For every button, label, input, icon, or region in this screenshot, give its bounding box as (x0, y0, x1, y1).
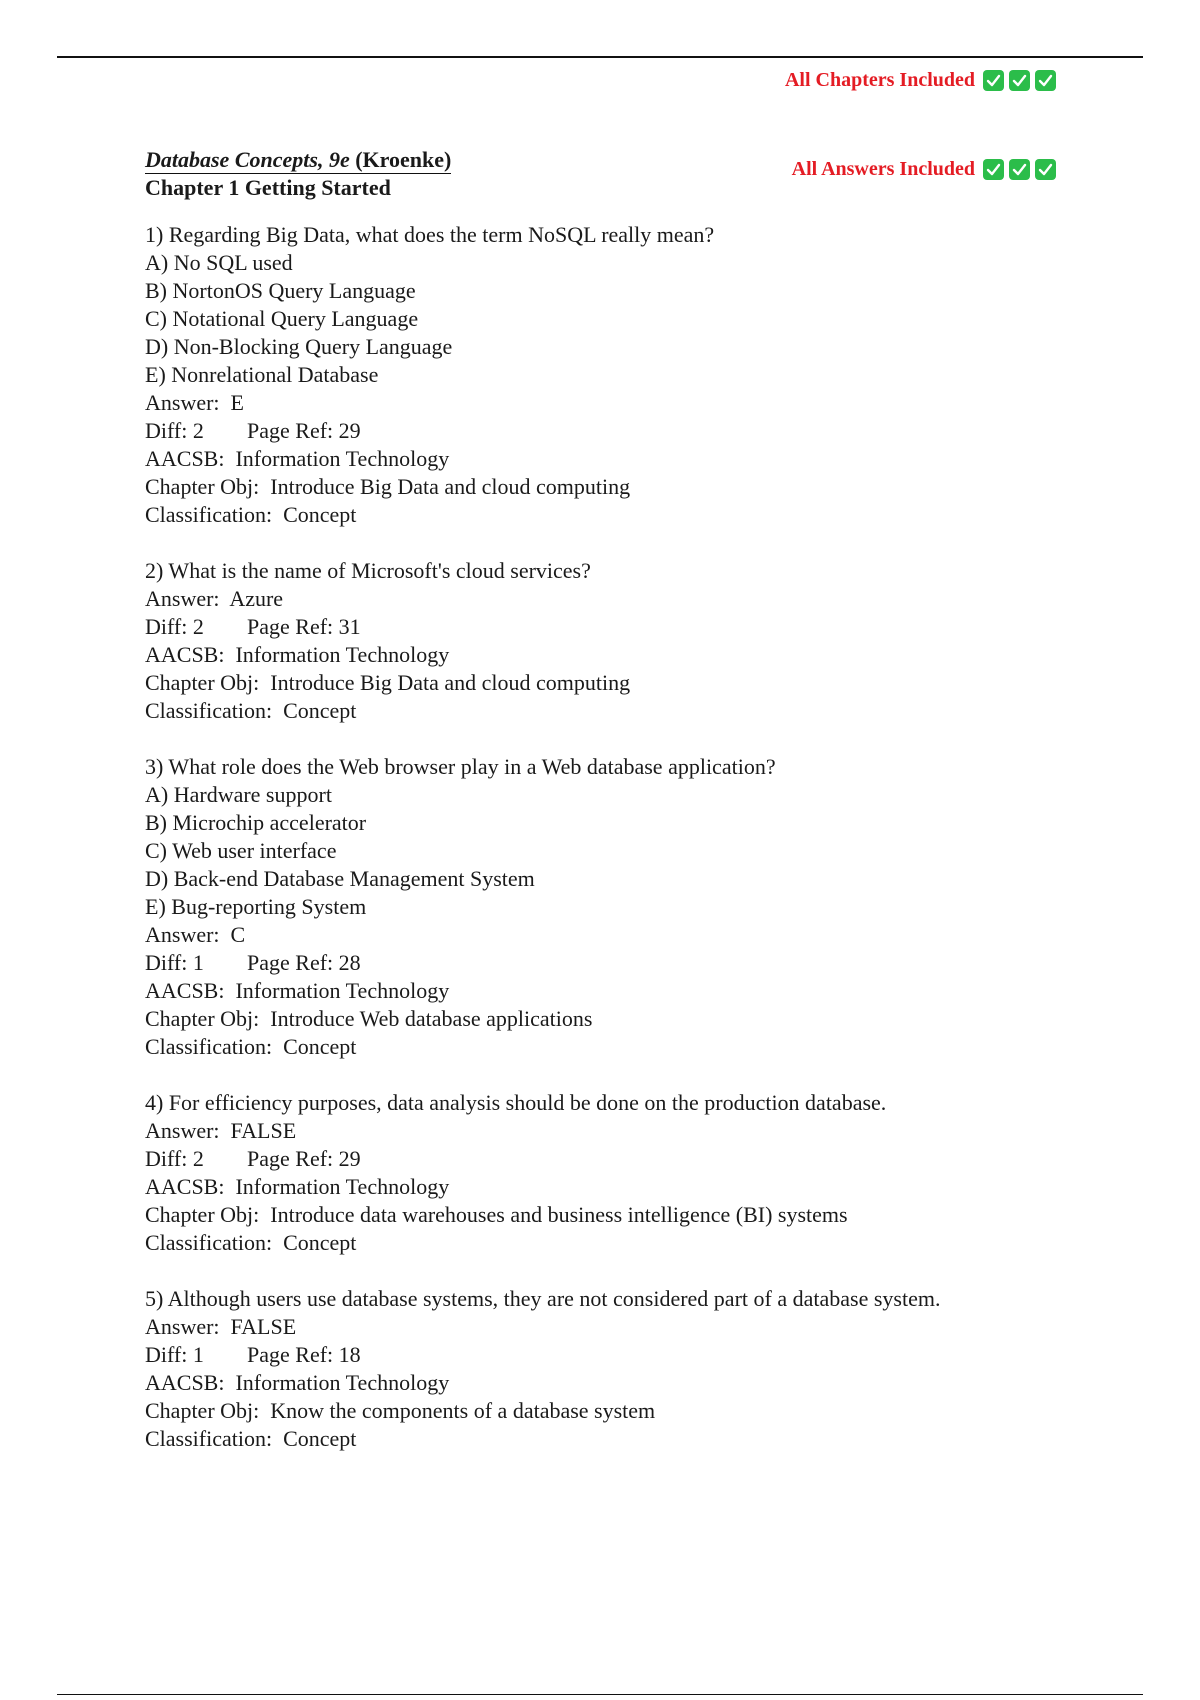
classification-line: Classification: Concept (145, 698, 357, 723)
classification-line: Classification: Concept (145, 1230, 357, 1255)
difficulty: Diff: 2 (145, 418, 204, 443)
bottom-rule (57, 1694, 1143, 1695)
difficulty-row (145, 949, 1095, 977)
chapter-objective: Chapter Obj: Know the components of a database system (145, 1398, 656, 1423)
check-icon (983, 70, 1004, 91)
question-list (145, 221, 1095, 1453)
answer-line: Answer: E (145, 390, 244, 415)
difficulty-row (145, 1341, 1095, 1369)
question-prompt: 4) For efficiency purposes, data analysis should be done on the production database. (145, 1090, 887, 1115)
answers-badge-label: All Answers Included (791, 157, 975, 180)
chapter-heading: Chapter 1 Getting Started (145, 175, 391, 200)
question-block (145, 1285, 1095, 1453)
question-prompt: 5) Although users use database systems, they are not considered part of a database system. (145, 1286, 941, 1311)
answer-option: E) Bug-reporting System (145, 894, 367, 919)
question-prompt: 3) What role does the Web browser play in a Web database application? (145, 754, 776, 779)
answer-option: C) Notational Query Language (145, 306, 419, 331)
question-block (145, 557, 1095, 725)
document-header (145, 146, 1095, 201)
question-prompt: 2) What is the name of Microsoft's cloud services? (145, 558, 591, 583)
check-icon (1035, 70, 1056, 91)
answer-option: B) NortonOS Query Language (145, 278, 416, 303)
classification-line: Classification: Concept (145, 1034, 357, 1059)
chapter-objective: Chapter Obj: Introduce Web database applications (145, 1006, 593, 1031)
difficulty: Diff: 1 (145, 950, 204, 975)
page-ref: Page Ref: 29 (247, 1146, 361, 1171)
difficulty: Diff: 2 (145, 614, 204, 639)
chapters-badge-label: All Chapters Included (784, 68, 975, 91)
page-ref: Page Ref: 29 (247, 418, 361, 443)
top-rule (57, 56, 1143, 58)
answer-option: D) Non-Blocking Query Language (145, 334, 453, 359)
aacsb-line: AACSB: Information Technology (145, 978, 450, 1003)
answer-line: Answer: FALSE (145, 1118, 297, 1143)
document-title (145, 147, 451, 174)
page-ref: Page Ref: 18 (247, 1342, 361, 1367)
difficulty: Diff: 2 (145, 1146, 204, 1171)
aacsb-line: AACSB: Information Technology (145, 642, 450, 667)
difficulty-row (145, 1145, 1095, 1173)
book-author: (Kroenke) (349, 147, 452, 172)
difficulty-row (145, 613, 1095, 641)
page-ref: Page Ref: 28 (247, 950, 361, 975)
answer-option: E) Nonrelational Database (145, 362, 379, 387)
question-block (145, 753, 1095, 1061)
answer-option: D) Back-end Database Management System (145, 866, 535, 891)
difficulty-row (145, 417, 1095, 445)
aacsb-line: AACSB: Information Technology (145, 446, 450, 471)
aacsb-line: AACSB: Information Technology (145, 1370, 450, 1395)
answer-line: Answer: FALSE (145, 1314, 297, 1339)
classification-line: Classification: Concept (145, 1426, 357, 1451)
chapter-objective: Chapter Obj: Introduce Big Data and cloud computing (145, 474, 631, 499)
question-block (145, 1089, 1095, 1257)
book-title: Database Concepts, 9e (145, 147, 350, 172)
check-icon (1009, 70, 1030, 91)
classification-line: Classification: Concept (145, 502, 357, 527)
answer-option: B) Microchip accelerator (145, 810, 367, 835)
answer-option: C) Web user interface (145, 838, 337, 863)
chapter-objective: Chapter Obj: Introduce Big Data and cloud computing (145, 670, 631, 695)
page-ref: Page Ref: 31 (247, 614, 361, 639)
difficulty: Diff: 1 (145, 1342, 204, 1367)
document-body (145, 146, 1095, 1481)
answer-option: A) Hardware support (145, 782, 332, 807)
question-prompt: 1) Regarding Big Data, what does the term NoSQL really mean? (145, 222, 715, 247)
chapters-badge (785, 67, 1056, 93)
aacsb-line: AACSB: Information Technology (145, 1174, 450, 1199)
answer-option: A) No SQL used (145, 250, 293, 275)
chapter-objective: Chapter Obj: Introduce data warehouses and business intelligence (BI) systems (145, 1202, 848, 1227)
answer-line: Answer: C (145, 922, 246, 947)
question-block (145, 221, 1095, 529)
answer-line: Answer: Azure (145, 586, 284, 611)
